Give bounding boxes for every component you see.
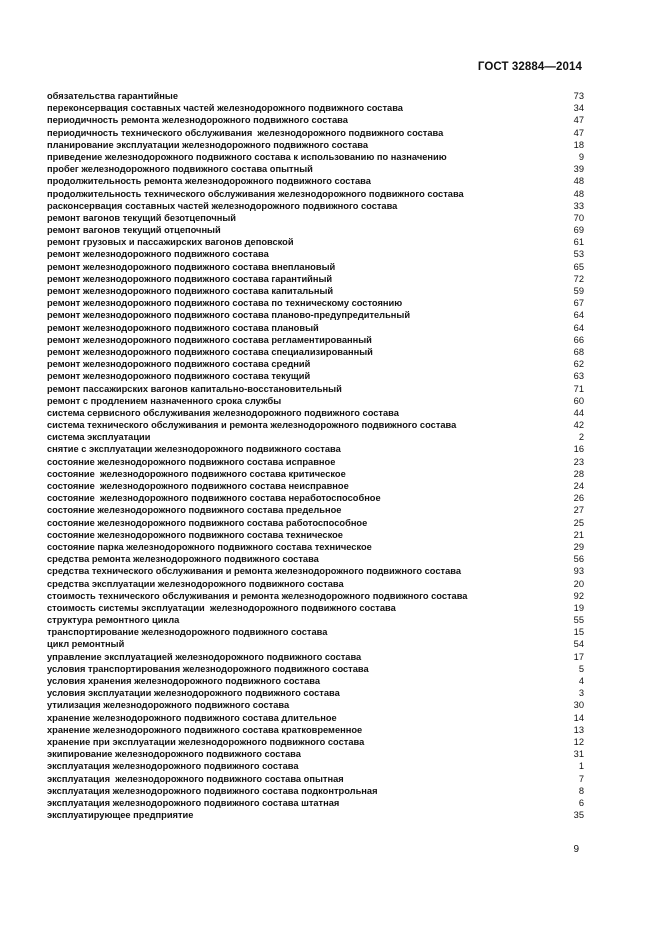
index-page-reference: 92 [573,590,584,601]
index-page-reference: 67 [573,298,584,309]
index-page-reference: 71 [573,383,584,394]
index-term: система технического обслуживания и ремонта железнодорожного подвижного состава [47,420,457,431]
index-term: расконсервация составных частей железнодорожного подвижного состава [47,200,398,211]
index-page-reference: 21 [573,529,584,540]
index-entry [47,773,584,785]
index-term: ремонт вагонов текущий безотцепочный [47,212,237,223]
index-term: ремонт железнодорожного подвижного состава планово-предупредительный [47,310,411,321]
index-page-reference: 27 [573,505,584,516]
index-term: хранение железнодорожного подвижного состава кратковременное [47,724,363,735]
index-entry [47,480,584,492]
index-entry [47,529,584,541]
index-entry [47,273,584,285]
index-entry [47,578,584,590]
index-term: ремонт с продлением назначенного срока службы [47,395,282,406]
index-term: ремонт железнодорожного подвижного состава [47,249,269,260]
index-page-reference: 5 [578,663,584,674]
index-page-reference: 33 [573,200,584,211]
index-page-reference: 18 [573,139,584,150]
index-entry [47,614,584,626]
index-entry [47,590,584,602]
index-entry [47,675,584,687]
index-term: состояние железнодорожного подвижного состава критическое [47,468,346,479]
index-entry [47,748,584,760]
index-term: эксплуатация железнодорожного подвижного состава штатная [47,797,340,808]
index-entry [47,456,584,468]
index-entry [47,285,584,297]
index-entry [47,431,584,443]
index-page-reference: 3 [578,688,584,699]
index-entry [47,797,584,809]
index-entry [47,102,584,114]
index-term: состояние железнодорожного подвижного состава техническое [47,529,343,540]
index-entry [47,626,584,638]
index-term: эксплуатация железнодорожного подвижного состава [47,761,299,772]
index-page-reference: 68 [573,346,584,357]
index-entry [47,395,584,407]
index-entry [47,602,584,614]
index-entry [47,151,584,163]
index-term: стоимость технического обслуживания и ремонта железнодорожного подвижного состава [47,590,468,601]
index-term: обязательства гарантийные [47,91,179,101]
index-term: система эксплуатации [47,432,151,443]
index-term: состояние железнодорожного подвижного состава предельное [47,505,342,516]
index-page-reference: 44 [573,407,584,418]
index-page-reference: 24 [573,481,584,491]
index-entry [47,90,584,102]
index-page-reference: 20 [573,578,584,589]
index-page-reference: 19 [573,602,584,613]
index-term: условия транспортирования железнодорожного подвижного состава [47,663,369,674]
index-term: ремонт грузовых и пассажирских вагонов деповской [47,237,294,248]
index-page-reference: 8 [578,785,584,796]
index-entry [47,419,584,431]
index-term: продолжительность ремонта железнодорожного подвижного состава [47,176,371,187]
index-page-reference: 56 [573,554,584,565]
index-term: снятие с эксплуатации железнодорожного подвижного состава [47,444,341,455]
index-page-reference: 6 [578,797,584,808]
index-term: экипирование железнодорожного подвижного состава [47,749,301,760]
index-page-reference: 63 [573,371,584,382]
index-entry [47,322,584,334]
index-page-reference: 61 [573,237,584,248]
index-term: продолжительность технического обслуживания железнодорожного подвижного состава [47,188,464,199]
index-term: ремонт железнодорожного подвижного состава по техническому состоянию [47,298,403,309]
index-entry [47,383,584,395]
index-page-reference: 73 [573,91,584,101]
index-page-reference: 29 [573,541,584,552]
index-page-reference: 14 [573,712,584,723]
index-page-reference: 39 [573,164,584,175]
index-entry [47,236,584,248]
index-entry [47,736,584,748]
index-entry [47,127,584,139]
index-page-reference: 69 [573,225,584,236]
index-term: средства эксплуатации железнодорожного подвижного состава [47,578,344,589]
alphabetical-index [47,90,584,821]
page-number: 9 [573,844,579,855]
index-page-reference: 12 [573,736,584,747]
index-entry [47,407,584,419]
index-entry [47,114,584,126]
index-term: ремонт вагонов текущий отцепочный [47,225,221,236]
index-term: ремонт железнодорожного подвижного состава внеплановый [47,261,336,272]
index-page-reference: 66 [573,334,584,345]
index-page-reference: 4 [578,676,584,686]
index-page-reference: 65 [573,261,584,272]
index-term: ремонт пассажирских вагонов капитально-восстановительный [47,383,342,394]
index-term: хранение железнодорожного подвижного состава длительное [47,712,337,723]
index-entry [47,553,584,565]
index-term: состояние парка железнодорожного подвижного состава техническое [47,541,372,552]
index-entry [47,443,584,455]
index-term: периодичность технического обслуживания железнодорожного подвижного состава [47,127,444,138]
index-page-reference: 47 [573,115,584,126]
index-term: хранение при эксплуатации железнодорожного подвижного состава [47,736,365,747]
index-term: состояние железнодорожного подвижного состава неисправное [47,481,349,491]
index-entry [47,370,584,382]
index-entry [47,163,584,175]
index-entry [47,309,584,321]
index-term: ремонт железнодорожного подвижного состава средний [47,359,311,370]
index-entry [47,248,584,260]
index-entry [47,638,584,650]
index-entry [47,712,584,724]
index-entry [47,224,584,236]
index-page-reference: 23 [573,456,584,467]
index-term: переконсервация составных частей железнодорожного подвижного состава [47,103,403,114]
index-term: цикл ремонтный [47,639,125,650]
index-entry [47,212,584,224]
index-term: планирование эксплуатации железнодорожного подвижного состава [47,139,369,150]
index-entry [47,188,584,200]
index-page-reference: 31 [573,749,584,760]
index-term: эксплуатация железнодорожного подвижного состава подконтрольная [47,785,378,796]
index-page-reference: 7 [578,773,584,784]
index-term: транспортирование железнодорожного подвижного состава [47,627,328,638]
index-term: ремонт железнодорожного подвижного состава текущий [47,371,311,382]
index-page-reference: 47 [573,127,584,138]
index-term: состояние железнодорожного подвижного состава неработоспособное [47,493,381,504]
index-entry [47,724,584,736]
index-entry [47,492,584,504]
index-term: приведение железнодорожного подвижного состава к использованию по назначению [47,151,447,162]
index-page-reference: 48 [573,188,584,199]
index-term: условия эксплуатации железнодорожного подвижного состава [47,688,340,699]
index-entry [47,760,584,772]
index-page-reference: 59 [573,286,584,296]
index-page-reference: 17 [573,651,584,662]
index-entry [47,785,584,797]
index-term: средства технического обслуживания и ремонта железнодорожного подвижного состава [47,566,462,577]
index-entry [47,504,584,516]
index-term: ремонт железнодорожного подвижного состава регламентированный [47,334,372,345]
index-page-reference: 13 [573,724,584,735]
index-term: ремонт железнодорожного подвижного состава плановый [47,322,319,333]
index-page-reference: 28 [573,468,584,479]
index-term: эксплуатация железнодорожного подвижного состава опытная [47,773,344,784]
index-entry [47,334,584,346]
index-term: стоимость системы эксплуатации железнодорожного подвижного состава [47,602,396,613]
index-entry [47,261,584,273]
index-term: эксплуатирующее предприятие [47,810,194,821]
index-entry [47,699,584,711]
index-page-reference: 54 [573,639,584,650]
index-entry [47,468,584,480]
document-header: ГОСТ 32884—2014 [477,61,582,73]
index-entry [47,346,584,358]
index-page-reference: 16 [573,444,584,455]
index-page-reference: 64 [573,310,584,321]
index-term: средства ремонта железнодорожного подвижного состава [47,554,319,565]
index-term: условия хранения железнодорожного подвижного состава [47,676,321,686]
index-page-reference: 9 [578,151,584,162]
index-page-reference: 15 [573,627,584,638]
index-term: ремонт железнодорожного подвижного состава капитальный [47,286,334,296]
index-entry [47,297,584,309]
index-term: структура ремонтного цикла [47,615,180,626]
index-page-reference: 72 [573,273,584,284]
index-term: управление эксплуатацией железнодорожного подвижного состава [47,651,362,662]
index-page-reference: 48 [573,176,584,187]
index-page-reference: 64 [573,322,584,333]
index-page-reference: 42 [573,420,584,431]
index-term: ремонт железнодорожного подвижного состава гарантийный [47,273,333,284]
index-term: состояние железнодорожного подвижного состава работоспособное [47,517,368,528]
index-page-reference: 93 [573,566,584,577]
index-term: периодичность ремонта железнодорожного подвижного состава [47,115,348,126]
index-page-reference: 34 [573,103,584,114]
index-page-reference: 53 [573,249,584,260]
index-entry [47,517,584,529]
index-term: ремонт железнодорожного подвижного состава специализированный [47,346,373,357]
index-page-reference: 55 [573,615,584,626]
index-page-reference: 35 [573,810,584,821]
index-page-reference: 1 [578,761,584,772]
index-page-reference: 30 [573,700,584,711]
index-entry [47,663,584,675]
index-term: система сервисного обслуживания железнодорожного подвижного состава [47,407,399,418]
index-entry [47,565,584,577]
index-entry [47,651,584,663]
index-page-reference: 62 [573,359,584,370]
index-page-reference: 26 [573,493,584,504]
index-entry [47,687,584,699]
index-entry [47,541,584,553]
index-entry [47,200,584,212]
index-entry [47,139,584,151]
index-term: пробег железнодорожного подвижного состава опытный [47,164,313,175]
index-page-reference: 25 [573,517,584,528]
index-page-reference: 2 [578,432,584,443]
index-page-reference: 70 [573,212,584,223]
index-page-reference: 60 [573,395,584,406]
index-term: состояние железнодорожного подвижного состава исправное [47,456,336,467]
index-entry [47,809,584,821]
index-term: утилизация железнодорожного подвижного состава [47,700,290,711]
index-entry [47,175,584,187]
index-entry [47,358,584,370]
